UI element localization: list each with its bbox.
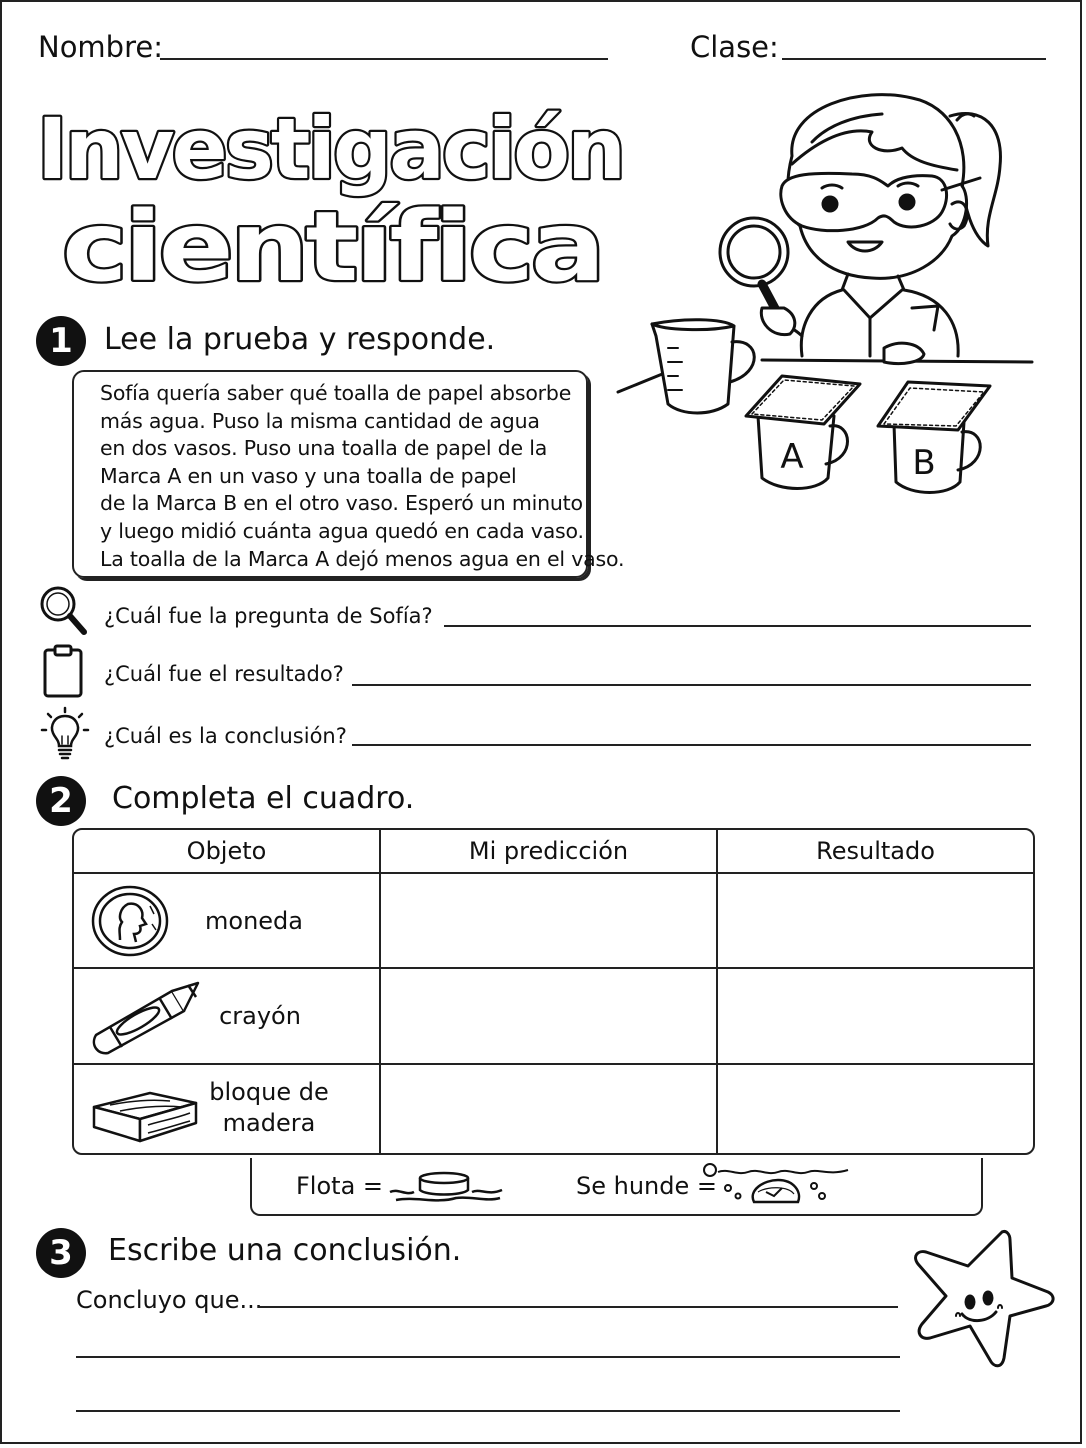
object-cell-wood-block bbox=[74, 1065, 381, 1153]
section-3-title: Escribe una conclusión. bbox=[108, 1233, 462, 1268]
story-line: de la Marca B en el otro vaso. Esperó un minuto bbox=[100, 491, 583, 516]
table-row bbox=[74, 874, 1033, 969]
scientist-girl-illustration bbox=[612, 86, 1052, 506]
class-field[interactable] bbox=[782, 58, 1046, 60]
name-label: Nombre: bbox=[38, 30, 163, 64]
question-1-answer-line[interactable] bbox=[444, 625, 1031, 627]
story-line: La toalla de la Marca A dejó menos agua en el vaso. bbox=[100, 546, 625, 571]
coin-icon bbox=[90, 884, 172, 958]
section-3-number: 3 bbox=[36, 1228, 86, 1278]
question-2-answer-line[interactable] bbox=[352, 684, 1031, 686]
measuring-cup bbox=[652, 320, 754, 413]
clipboard-icon bbox=[42, 644, 84, 698]
result-cell[interactable] bbox=[718, 969, 1033, 1064]
table-row bbox=[74, 1065, 1033, 1153]
conclusion-line-1[interactable] bbox=[258, 1306, 898, 1308]
object-name-coin: moneda bbox=[205, 907, 303, 936]
conclusion-prompt: Concluyo que... bbox=[76, 1286, 263, 1314]
section-1-number: 1 bbox=[36, 316, 86, 366]
title-line-1: Investigación bbox=[37, 100, 623, 198]
cup-a bbox=[746, 376, 860, 489]
question-2-label: ¿Cuál fue el resultado? bbox=[104, 662, 344, 686]
wood-block-icon bbox=[90, 1077, 200, 1143]
table-header-row bbox=[74, 830, 1033, 874]
cup-a-label: A bbox=[780, 437, 804, 477]
section-1-title: Lee la prueba y responde. bbox=[104, 322, 496, 357]
float-legend-label: Flota = bbox=[296, 1172, 384, 1200]
section-2-number: 2 bbox=[36, 776, 86, 826]
object-name-wood-block: bloque de madera bbox=[209, 1077, 329, 1137]
story-line: y luego midió cuánta agua quedó en cada vaso. bbox=[100, 518, 584, 543]
magnifying-glass-icon bbox=[38, 584, 90, 638]
story-line: Sofía quería saber qué toalla de papel absorbe bbox=[100, 381, 572, 405]
goggles bbox=[781, 173, 947, 230]
magnifier-lens bbox=[720, 218, 788, 286]
prediction-cell[interactable] bbox=[381, 874, 718, 969]
story-line: Marca A en un vaso y una toalla de papel bbox=[100, 463, 517, 488]
conclusion-line-2[interactable] bbox=[76, 1356, 900, 1358]
object-cell-coin bbox=[74, 874, 381, 969]
cup-b bbox=[878, 382, 990, 493]
result-cell[interactable] bbox=[718, 1065, 1033, 1153]
title-line-2: científica bbox=[62, 191, 602, 303]
question-3-label: ¿Cuál es la conclusión? bbox=[104, 724, 347, 748]
object-name-crayon: crayón bbox=[219, 1002, 301, 1031]
page-title bbox=[30, 84, 640, 304]
column-header-result: Resultado bbox=[718, 830, 1033, 874]
prediction-cell[interactable] bbox=[381, 969, 718, 1064]
section-2-title: Completa el cuadro. bbox=[112, 781, 415, 816]
question-1-label: ¿Cuál fue la pregunta de Sofía? bbox=[104, 604, 433, 628]
table-row bbox=[74, 969, 1033, 1064]
name-field[interactable] bbox=[160, 58, 608, 60]
column-header-object: Objeto bbox=[74, 830, 381, 874]
question-3-answer-line[interactable] bbox=[352, 744, 1031, 746]
result-cell[interactable] bbox=[718, 874, 1033, 969]
lightbulb-icon bbox=[40, 706, 90, 760]
class-label: Clase: bbox=[690, 30, 779, 64]
conclusion-line-3[interactable] bbox=[76, 1410, 900, 1412]
sinking-object-icon bbox=[698, 1162, 868, 1210]
cup-b-label: B bbox=[912, 443, 936, 483]
story-line: más agua. Puso la misma cantidad de agua bbox=[100, 408, 540, 433]
object-cell-crayon bbox=[74, 969, 381, 1064]
prediction-cell[interactable] bbox=[381, 1065, 718, 1153]
shirt bbox=[801, 274, 958, 356]
smiling-star-icon bbox=[906, 1226, 1060, 1382]
sink-legend-label: Se hunde = bbox=[576, 1172, 717, 1200]
column-header-prediction: Mi predicción bbox=[381, 830, 718, 874]
story-line: en dos vasos. Puso una toalla de papel de la bbox=[100, 436, 548, 461]
crayon-icon bbox=[88, 979, 208, 1055]
experiment-text-box bbox=[72, 370, 625, 578]
prediction-table bbox=[72, 828, 1035, 1155]
legend-box bbox=[250, 1158, 983, 1216]
floating-object-icon bbox=[386, 1168, 506, 1208]
